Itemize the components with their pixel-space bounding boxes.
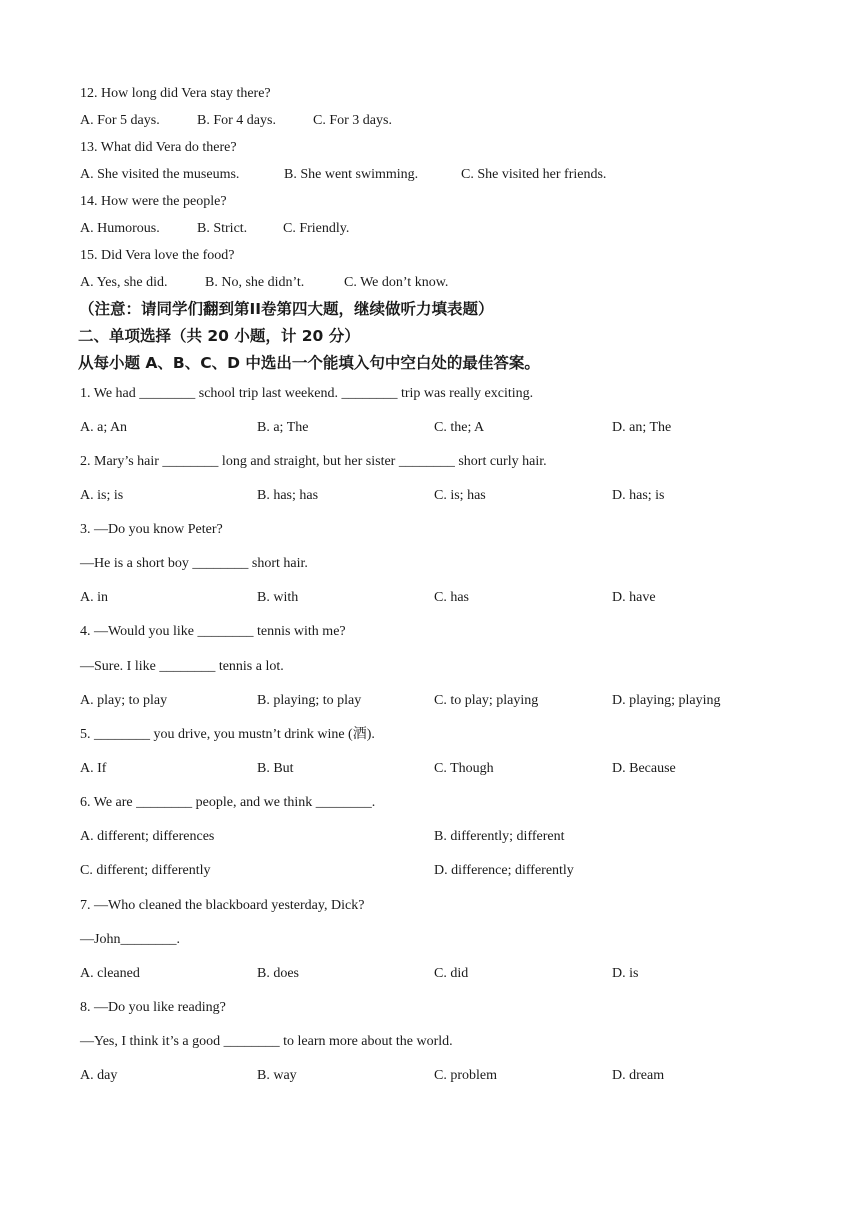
option-b: B. with [257,590,299,605]
option-d: D. Because [612,761,676,776]
option-d: D. have [612,590,656,605]
option-d: D. has; is [612,488,665,503]
option-a: A. Yes, she did. [80,275,168,290]
option-b: B. way [257,1068,297,1083]
option-c: C. the; A [434,420,485,435]
option-d: D. difference; differently [434,863,574,878]
listening-note: （注意：请同学们翻到第II卷第四大题，继续做听力填表题） [79,300,494,318]
question-text: 8. —Do you like reading? [80,1000,226,1015]
option-a: A. in [80,590,108,605]
question-reply: —Yes, I think it’s a good ________ to learn more about the world. [80,1034,453,1049]
option-a: A. She visited the museums. [80,167,240,182]
option-b: B. But [257,761,294,776]
question-text: 5. ________ you drive, you mustn’t drink wine (酒). [80,727,375,742]
question-text: 12. How long did Vera stay there? [80,86,271,101]
option-c: C. did [434,966,469,981]
option-c: C. to play; playing [434,693,539,708]
option-d: D. an; The [612,420,672,435]
option-a: A. day [80,1068,118,1083]
option-a: A. For 5 days. [80,113,160,128]
option-d: D. is [612,966,639,981]
option-c: C. We don’t know. [344,275,449,290]
option-b: B. playing; to play [257,693,362,708]
option-d: D. playing; playing [612,693,721,708]
option-a: A. cleaned [80,966,140,981]
option-a: A. play; to play [80,693,168,708]
option-b: B. differently; different [434,829,565,844]
option-c: C. For 3 days. [313,113,392,128]
question-text: 13. What did Vera do there? [80,140,237,155]
question-text: 1. We had ________ school trip last weekend. ________ trip was really exciting. [80,386,534,401]
option-c: C. She visited her friends. [461,167,607,182]
section-instruction: 从每小题 A、B、C、D 中选出一个能填入句中空白处的最佳答案。 [78,354,540,372]
option-a: A. different; differences [80,829,215,844]
option-c: C. has [434,590,469,605]
question-text: 3. —Do you know Peter? [80,522,223,537]
option-b: B. Strict. [197,221,248,236]
question-text: 7. —Who cleaned the blackboard yesterday, Dick? [80,898,365,913]
option-b: B. For 4 days. [197,113,276,128]
option-c: C. is; has [434,488,486,503]
question-text: 6. We are ________ people, and we think ________. [80,795,376,810]
option-b: B. does [257,966,299,981]
option-b: B. has; has [257,488,319,503]
option-c: C. Friendly. [283,221,350,236]
question-text: 14. How were the people? [80,194,227,209]
question-text: 4. —Would you like ________ tennis with me? [80,624,346,639]
section-heading: 二、单项选择（共 20 小题，计 20 分） [78,327,360,345]
option-c: C. problem [434,1068,497,1083]
option-a: A. is; is [80,488,124,503]
option-a: A. Humorous. [80,221,160,236]
option-b: B. She went swimming. [284,167,419,182]
option-b: B. No, she didn’t. [205,275,305,290]
question-reply: —John________. [80,932,180,947]
option-c: C. different; differently [80,863,211,878]
question-text: 15. Did Vera love the food? [80,248,235,263]
question-reply: —He is a short boy ________ short hair. [80,556,308,571]
question-reply: —Sure. I like ________ tennis a lot. [80,659,284,674]
question-text: 2. Mary’s hair ________ long and straight, but her sister ________ short curly hair. [80,454,547,469]
option-c: C. Though [434,761,494,776]
option-d: D. dream [612,1068,665,1083]
option-a: A. If [80,761,107,776]
option-a: A. a; An [80,420,128,435]
option-b: B. a; The [257,420,309,435]
